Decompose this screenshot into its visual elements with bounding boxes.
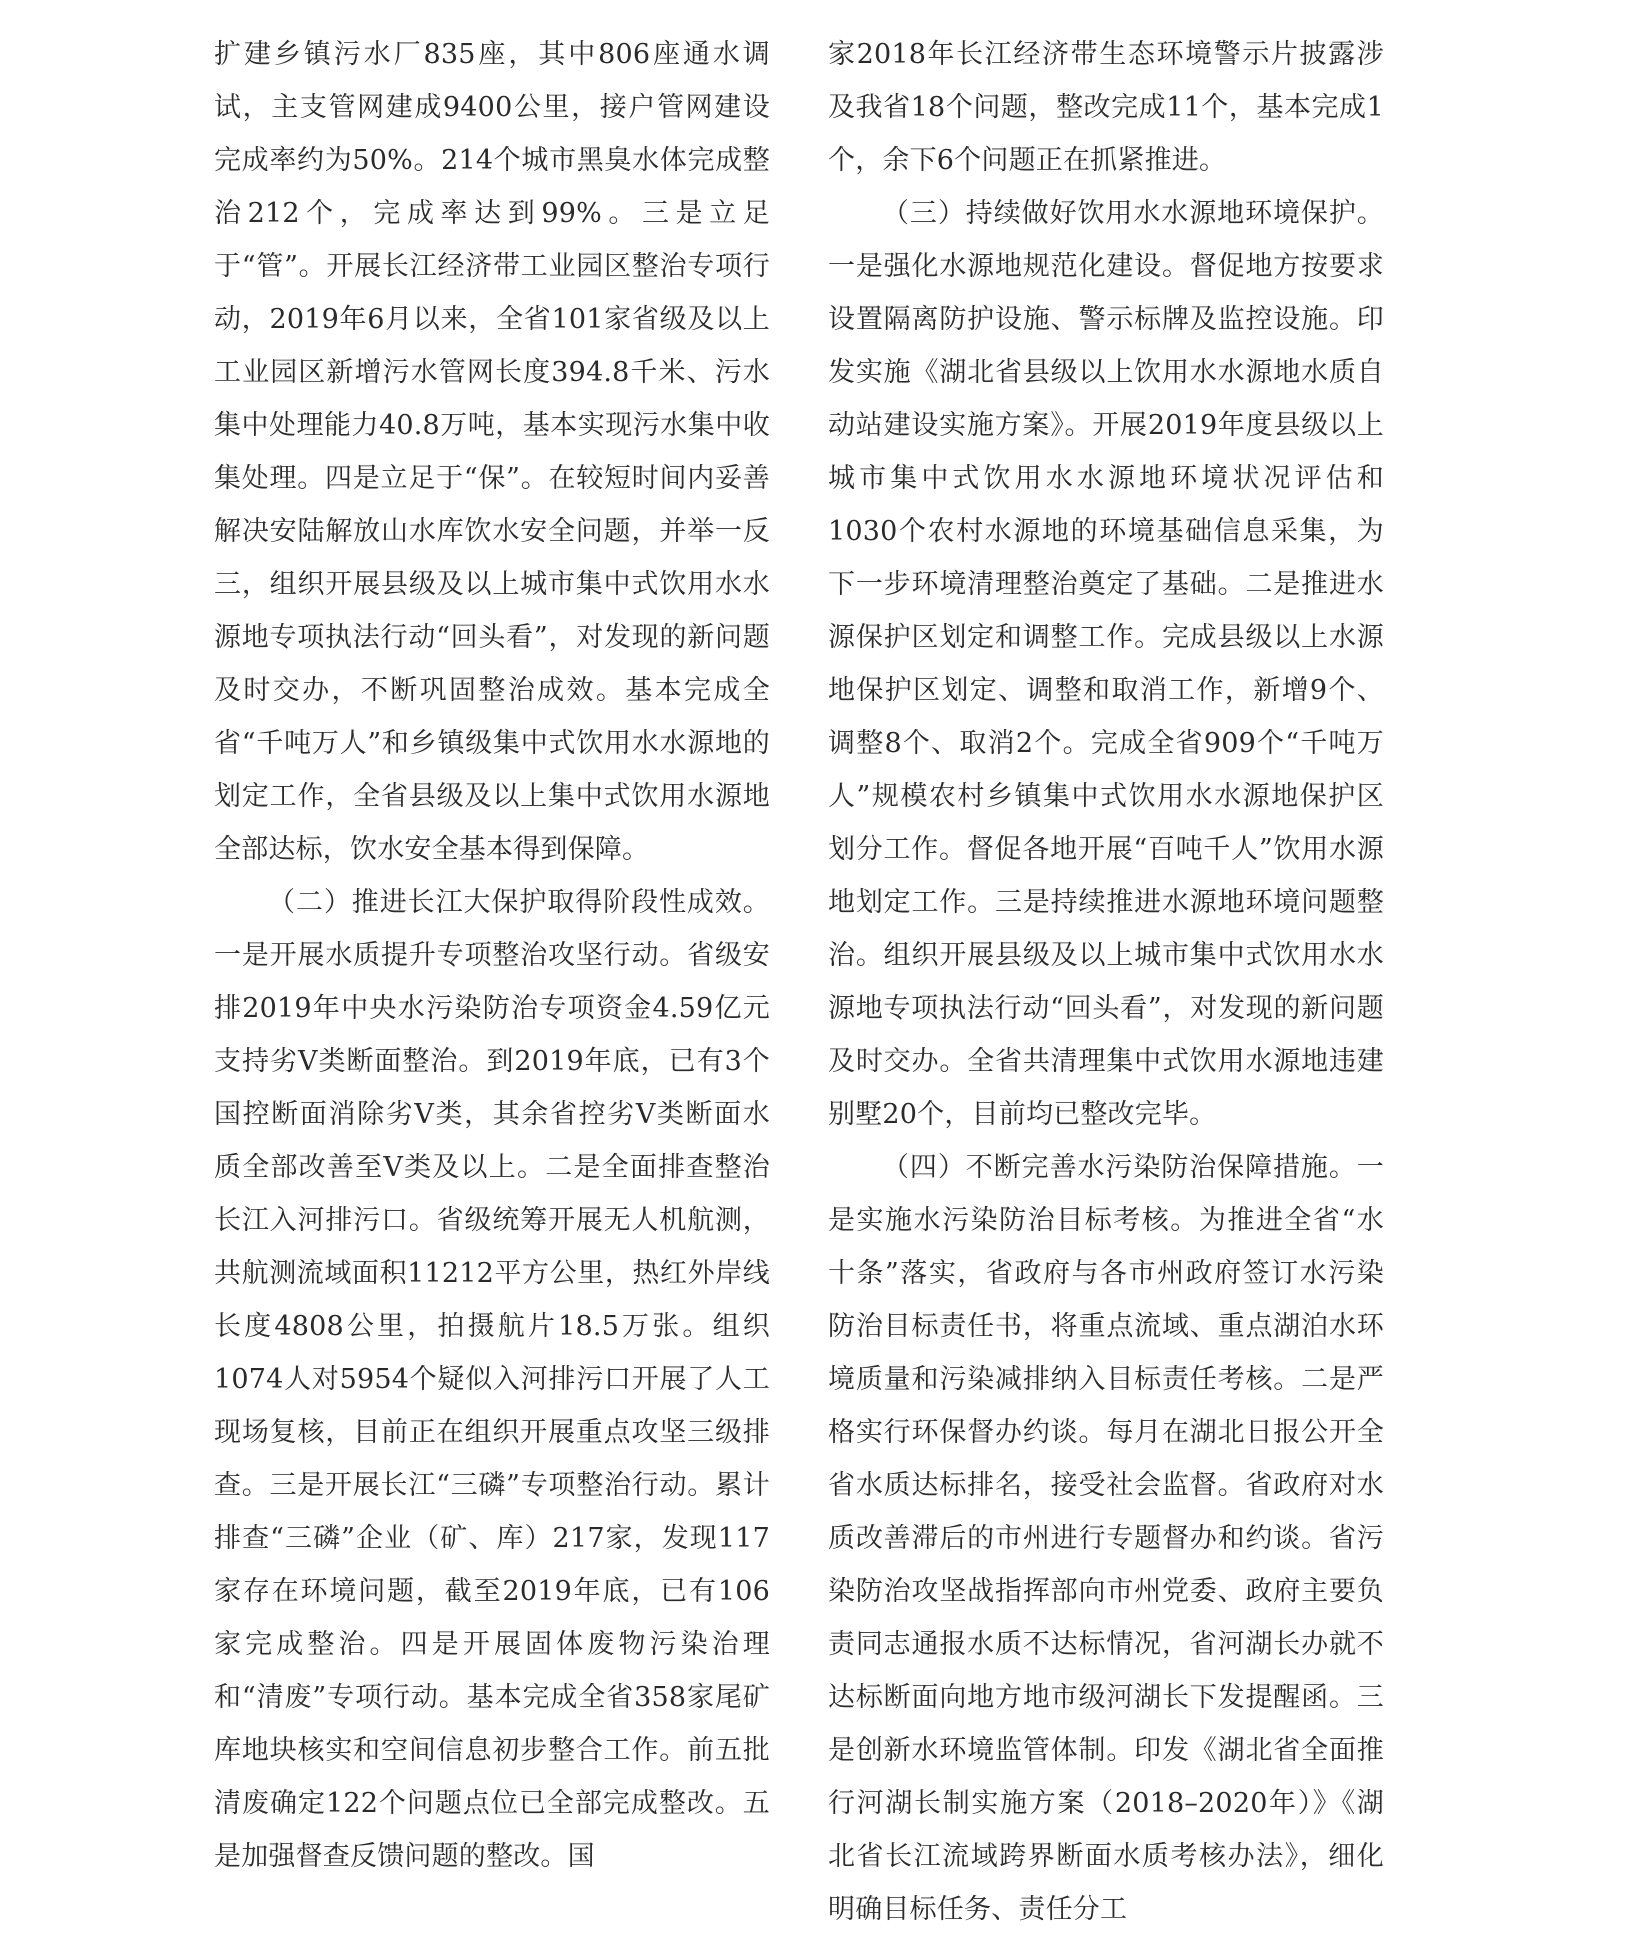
- paragraph: 扩建乡镇污水厂835座，其中806座通水调试，主支管网建成9400公里，接户管网建设完成率约为50%。214个城市黑臭水体完成整治212个，完成率达到99%。三是立足于“管”。开展长江经济带工业园区整治专项行动，2019年6月以来，全省101家省级及以上工业园区新增污水管网长度394.8千米、污水集中处理能力40.8万吨，基本实现污水集中收集处理。四是立足于“保”。在较短时间内妥善解决安陆解放山水库饮水安全问题，并举一反三，组织开展县级及以上城市集中式饮用水水源地专项执法行动“回头看”，对发现的新问题及时交办，不断巩固整治成效。基本完成全省“千吨万人”和乡镇级集中式饮用水水源地的划定工作，全省县级及以上集中式饮用水源地全部达标，饮水安全基本得到保障。: [214, 39, 770, 865]
- paragraph: （四）不断完善水污染防治保障措施。一是实施水污染防治目标考核。为推进全省“水十条”落实，省政府与各市州政府签订水污染防治目标责任书，将重点流域、重点湖泊水环境质量和污染减排纳入目标责任考核。二是严格实行环保督办约谈。每月在湖北日报公开全省水质达标排名，接受社会监督。省政府对水质改善滞后的市州进行专题督办和约谈。省污染防治攻坚战指挥部向市州党委、政府主要负责同志通报水质不达标情况，省河湖长办就不达标断面向地方地市级河湖长下发提醒函。三是创新水环境监管体制。印发《湖北省全面推行河湖长制实施方案（2018–2020年）》《湖北省长江流域跨界断面水质考核办法》，细化明确目标任务、责任分工: [828, 1152, 1384, 1925]
- paragraph: （三）持续做好饮用水水源地环境保护。一是强化水源地规范化建设。督促地方按要求设置隔离防护设施、警示标牌及监控设施。印发实施《湖北省县级以上饮用水水源地水质自动站建设实施方案》。开展2019年度县级以上城市集中式饮用水水源地环境状况评估和1030个农村水源地的环境基础信息采集，为下一步环境清理整治奠定了基础。二是推进水源保护区划定和调整工作。完成县级以上水源地保护区划定、调整和取消工作，新增9个、调整8个、取消2个。完成全省909个“千吨万人”规模农村乡镇集中式饮用水水源地保护区划分工作。督促各地开展“百吨千人”饮用水源地划定工作。三是持续推进水源地环境问题整治。组织开展县级及以上城市集中式饮用水水源地专项执法行动“回头看”，对发现的新问题及时交办。全省共清理集中式饮用水源地违建别墅20个，目前均已整改完毕。: [828, 198, 1384, 1130]
- left-column: [214, 28, 770, 1883]
- right-column: [828, 28, 1384, 1936]
- paragraph: （二）推进长江大保护取得阶段性成效。一是开展水质提升专项整治攻坚行动。省级安排2019年中央水污染防治专项资金4.59亿元支持劣Ⅴ类断面整治。到2019年底，已有3个国控断面消除劣Ⅴ类，其余省控劣Ⅴ类断面水质全部改善至Ⅴ类及以上。二是全面排查整治长江入河排污口。省级统筹开展无人机航测，共航测流域面积11212平方公里，热红外岸线长度4808公里，拍摄航片18.5万张。组织1074人对5954个疑似入河排污口开展了人工现场复核，目前正在组织开展重点攻坚三级排查。三是开展长江“三磷”专项整治行动。累计排查“三磷”企业（矿、库）217家，发现117家存在环境问题，截至2019年底，已有106家完成整治。四是开展固体废物污染治理和“清废”专项行动。基本完成全省358家尾矿库地块核实和空间信息初步整合工作。前五批清废确定122个问题点位已全部完成整改。五是加强督查反馈问题的整改。国: [214, 887, 770, 1872]
- paragraph: 家2018年长江经济带生态环境警示片披露涉及我省18个问题，整改完成11个，基本完成1个，余下6个问题正在抓紧推进。: [828, 39, 1384, 176]
